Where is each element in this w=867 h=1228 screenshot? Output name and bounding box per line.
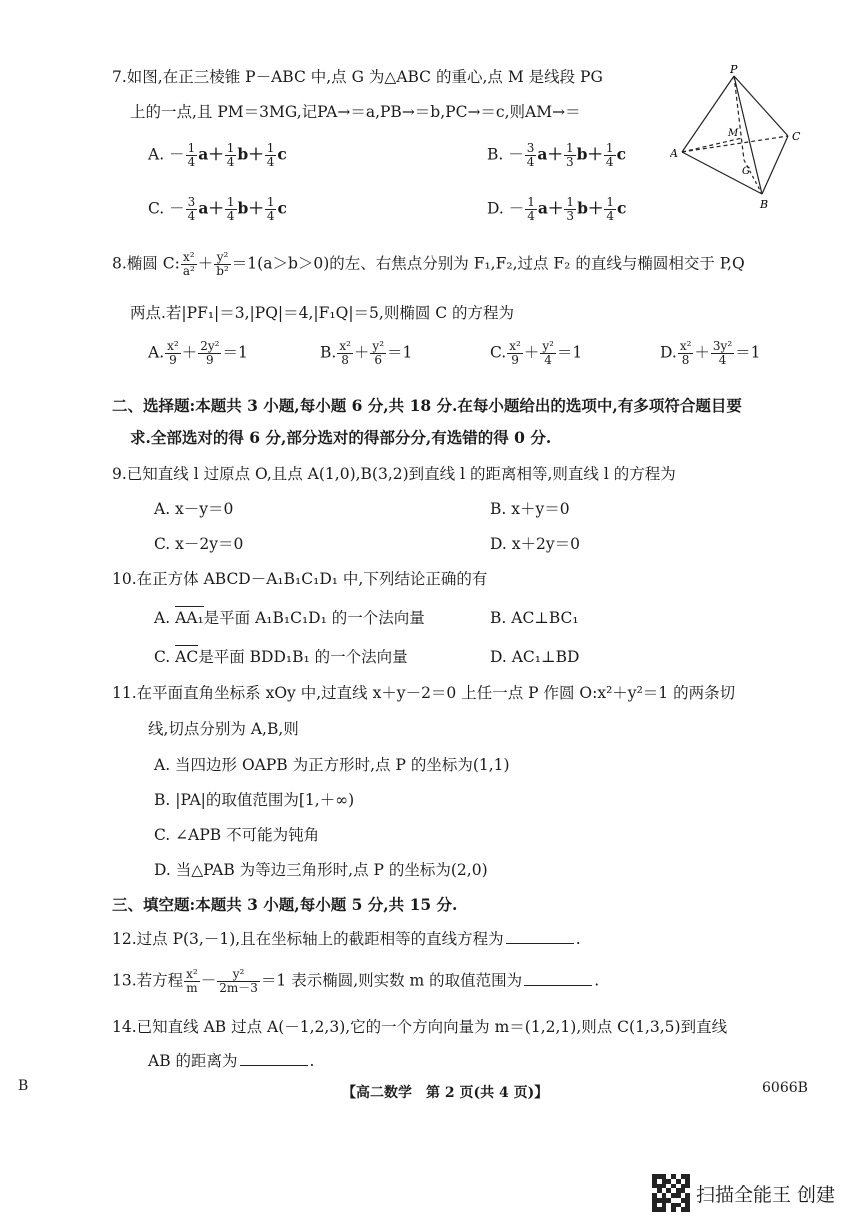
q7-option-a: A. － $\frac{1}{4}$ a＋ $\frac{1}{4}$ b＋ $\frac{1}{4}$ c	[148, 141, 287, 169]
q7-option-c: C. － $\frac{3}{4}$ a＋ $\frac{1}{4}$ b＋ $\frac{1}{4}$ c	[148, 195, 287, 223]
tetrahedron-figure	[670, 62, 810, 210]
segment-pg	[734, 76, 744, 160]
q10-option-a: A. AA₁是平面 A₁B₁C₁D₁ 的一个法向量	[154, 609, 425, 627]
q12-line: 12.过点 P(3,－1),且在坐标轴上的截距相等的直线方程为 .	[112, 930, 581, 948]
section2-heading-line2: 求.全部选对的得 6 分,部分选对的得部分分,有选错的得 0 分.	[130, 428, 552, 447]
q10-option-c: C. AC是平面 BDD₁B₁ 的一个法向量	[154, 648, 408, 666]
q11-line1: 11.在平面直角坐标系 xOy 中,过直线 x＋y－2＝0 上任一点 P 作圆 O:x²＋y²＝1 的两条切	[112, 684, 736, 702]
q10-option-b: B. AC⊥BC₁	[490, 609, 579, 627]
segment-am	[682, 138, 742, 152]
q8-option-a: A. $\frac{\text{x²}}{9}$ ＋ $\frac{\text{2y²}}{9}$ ＝1	[148, 339, 248, 367]
q14-answer-blank[interactable]	[240, 1051, 308, 1066]
section2-heading-line1: 二、选择题:本题共 3 小题,每小题 6 分,共 18 分.在每小题给出的选项中,有多项符合题目要	[112, 396, 742, 415]
q8-option-d: D. $\frac{\text{x²}}{8}$ ＋ $\frac{\text{3y²}}{4}$ ＝1	[660, 339, 761, 367]
q7-option-d: D. － $\frac{1}{4}$ a＋ $\frac{1}{3}$ b＋ $\frac{1}{4}$ c	[487, 195, 627, 223]
label-b: B	[760, 198, 769, 210]
q7-line2: 上的一点,且 PM＝3MG,记PA→＝a,PB→＝b,PC→＝c,则AM→＝	[130, 103, 581, 121]
q13-answer-blank[interactable]	[524, 971, 592, 986]
label-c: C	[792, 130, 801, 143]
footer-code: 6066B	[762, 1080, 808, 1096]
q13-line: 13.若方程 $\frac{\text{x²}}{m}$ － $\frac{\text{y²}}{2m-3}$ ＝1 表示椭圆,则实数 m 的取值范围为 .	[112, 967, 600, 995]
q8-line2: 两点.若|PF₁|＝3,|PQ|＝4,|F₁Q|＝5,则椭圆 C 的方程为	[130, 304, 515, 322]
q11-line2: 线,切点分别为 A,B,则	[148, 720, 299, 738]
q14-line2: AB 的距离为 .	[148, 1052, 315, 1070]
edge-ab	[682, 152, 762, 194]
edge-pa	[682, 76, 734, 152]
q12-answer-blank[interactable]	[506, 929, 574, 944]
q7-line1: 7.如图,在正三棱锥 P－ABC 中,点 G 为△ABC 的重心,点 M 是线段 PG	[112, 68, 603, 86]
q8-option-c: C. $\frac{\text{x²}}{9}$ ＋ $\frac{\text{y²}}{4}$ ＝1	[490, 339, 583, 367]
label-m: M	[728, 128, 739, 139]
q8-option-b: B. $\frac{\text{x²}}{8}$ ＋ $\frac{\text{y²}}{6}$ ＝1	[320, 339, 413, 367]
section3-heading: 三、填空题:本题共 3 小题,每小题 5 分,共 15 分.	[112, 895, 458, 914]
q8-line1: 8.椭圆 C: $\frac{\text{x²}}{\text{a²}}$ ＋ $\frac{\text{y²}}{\text{b²}}$ ＝1(a＞b＞0)的左、右焦点分别为 F₁,F₂,过点 F₂ 的直线与椭圆相交于 P,Q	[112, 250, 745, 278]
q9-stem: 9.已知直线 l 过原点 O,且点 A(1,0),B(3,2)到直线 l 的距离相等,则直线 l 的方程为	[112, 465, 676, 483]
label-a: A	[670, 147, 678, 160]
q11-option-c: C. ∠APB 不可能为钝角	[154, 826, 320, 844]
q11-option-b: B. |PA|的取值范围为[1,＋∞)	[154, 791, 355, 809]
footer-page-info: 【高二数学 第 2 页(共 4 页)】	[342, 1085, 549, 1101]
footer-left-mark: B	[18, 1078, 29, 1094]
q11-option-d: D. 当△PAB 为等边三角形时,点 P 的坐标为(2,0)	[154, 861, 488, 879]
q7-option-b: B. － $\frac{3}{4}$ a＋ $\frac{1}{3}$ b＋ $\frac{1}{4}$ c	[487, 141, 627, 169]
edge-pc	[734, 76, 788, 136]
scanner-watermark-text: 扫描全能王 创建	[696, 1184, 836, 1206]
q9-option-c: C. x－2y＝0	[154, 535, 244, 553]
q9-option-d: D. x＋2y＝0	[490, 535, 580, 553]
q10-stem: 10.在正方体 ABCD－A₁B₁C₁D₁ 中,下列结论正确的有	[112, 570, 488, 588]
edge-bc	[762, 136, 788, 194]
label-p: P	[730, 63, 738, 76]
q11-option-a: A. 当四边形 OAPB 为正方形时,点 P 的坐标为(1,1)	[154, 756, 510, 774]
qr-code-icon	[652, 1174, 690, 1212]
q9-option-a: A. x－y＝0	[154, 500, 234, 518]
q10-option-d: D. AC₁⊥BD	[490, 648, 580, 666]
q14-line1: 14.已知直线 AB 过点 A(－1,2,3),它的一个方向向量为 m＝(1,2,1),则点 C(1,3,5)到直线	[112, 1018, 728, 1036]
label-g: G	[742, 166, 750, 177]
q9-option-b: B. x＋y＝0	[490, 500, 570, 518]
